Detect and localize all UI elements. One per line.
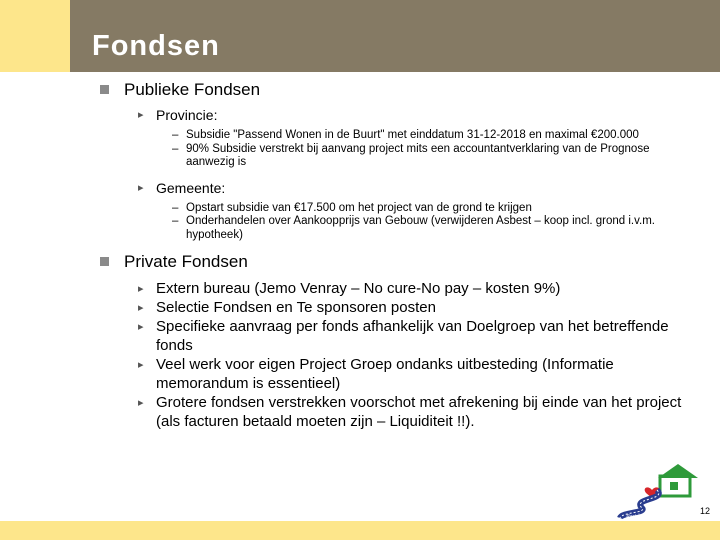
sub-item-text: Onderhandelen over Aankoopprijs van Gebouw (verwijderen Asbest – koop incl. grond i.v.m. hypotheek)	[186, 215, 655, 241]
list-item-label: Provincie:	[156, 107, 218, 123]
list-item-label: Specifieke aanvraag per fonds afhankelijk van Doelgroep van het betreffende fonds	[156, 318, 669, 354]
dash-bullet-icon: –	[172, 201, 179, 214]
list-item-label: Gemeente:	[156, 179, 226, 196]
list-item	[100, 393, 696, 431]
section-heading-text: Publieke Fondsen	[124, 80, 261, 99]
title-accent-block	[0, 0, 70, 72]
dash-bullet-icon: –	[172, 142, 179, 155]
arrow-bullet-icon: ▸	[138, 321, 144, 333]
arrow-bullet-icon: ▸	[138, 109, 144, 121]
sub-item	[100, 129, 700, 143]
arrow-bullet-icon: ▸	[138, 302, 144, 314]
list-item	[100, 279, 696, 298]
arrow-bullet-icon: ▸	[138, 283, 144, 295]
section-heading-publiek	[100, 80, 700, 100]
list-item-label: Veel werk voor eigen Project Groep ondanks uitbesteding (Informatie memorandum is essentieel)	[156, 356, 614, 392]
slide-title: Fondsen	[92, 30, 220, 62]
arrow-bullet-icon: ▸	[138, 181, 144, 194]
residence-logo	[612, 460, 702, 525]
section-heading-privaat	[100, 252, 700, 272]
list-item-provincie	[100, 107, 700, 124]
list-item-label: Grotere fondsen verstrekken voorschot met afrekening bij einde van het project (als facturen betaald moeten zijn – Liquiditeit !!).	[156, 394, 682, 430]
section-heading-text: Private Fondsen	[124, 252, 248, 271]
sub-item-text: Subsidie "Passend Wonen in de Buurt" met einddatum 31-12-2018 en maximal €200.000	[186, 129, 639, 141]
list-item-label: Extern bureau (Jemo Venray – No cure-No pay – kosten 9%)	[156, 280, 561, 297]
sub-item	[100, 215, 700, 242]
list-item	[100, 298, 696, 317]
page-number: 12	[700, 506, 711, 516]
list-item-gemeente	[100, 180, 700, 197]
house-logo-icon	[612, 460, 702, 525]
square-bullet-icon	[100, 85, 109, 94]
sub-item-text: 90% Subsidie verstrekt bij aanvang project mits een accountantverklaring van de Prognose aanwezig is	[186, 142, 650, 168]
logo-text: Residence de Smit	[626, 514, 670, 520]
dash-bullet-icon: –	[172, 215, 179, 227]
list-item	[100, 355, 696, 393]
sub-item	[100, 143, 700, 170]
sub-item-text: Opstart subsidie van €17.500 om het project van de grond te krijgen	[186, 201, 532, 214]
arrow-bullet-icon: ▸	[138, 397, 144, 409]
list-item	[100, 317, 696, 355]
footer-bar	[0, 521, 720, 540]
arrow-bullet-icon: ▸	[138, 359, 144, 371]
square-bullet-icon	[100, 257, 109, 266]
sub-item	[100, 202, 700, 216]
slide-content	[100, 80, 700, 431]
dash-bullet-icon: –	[172, 129, 179, 141]
list-item-label: Selectie Fondsen en Te sponsoren posten	[156, 299, 436, 316]
